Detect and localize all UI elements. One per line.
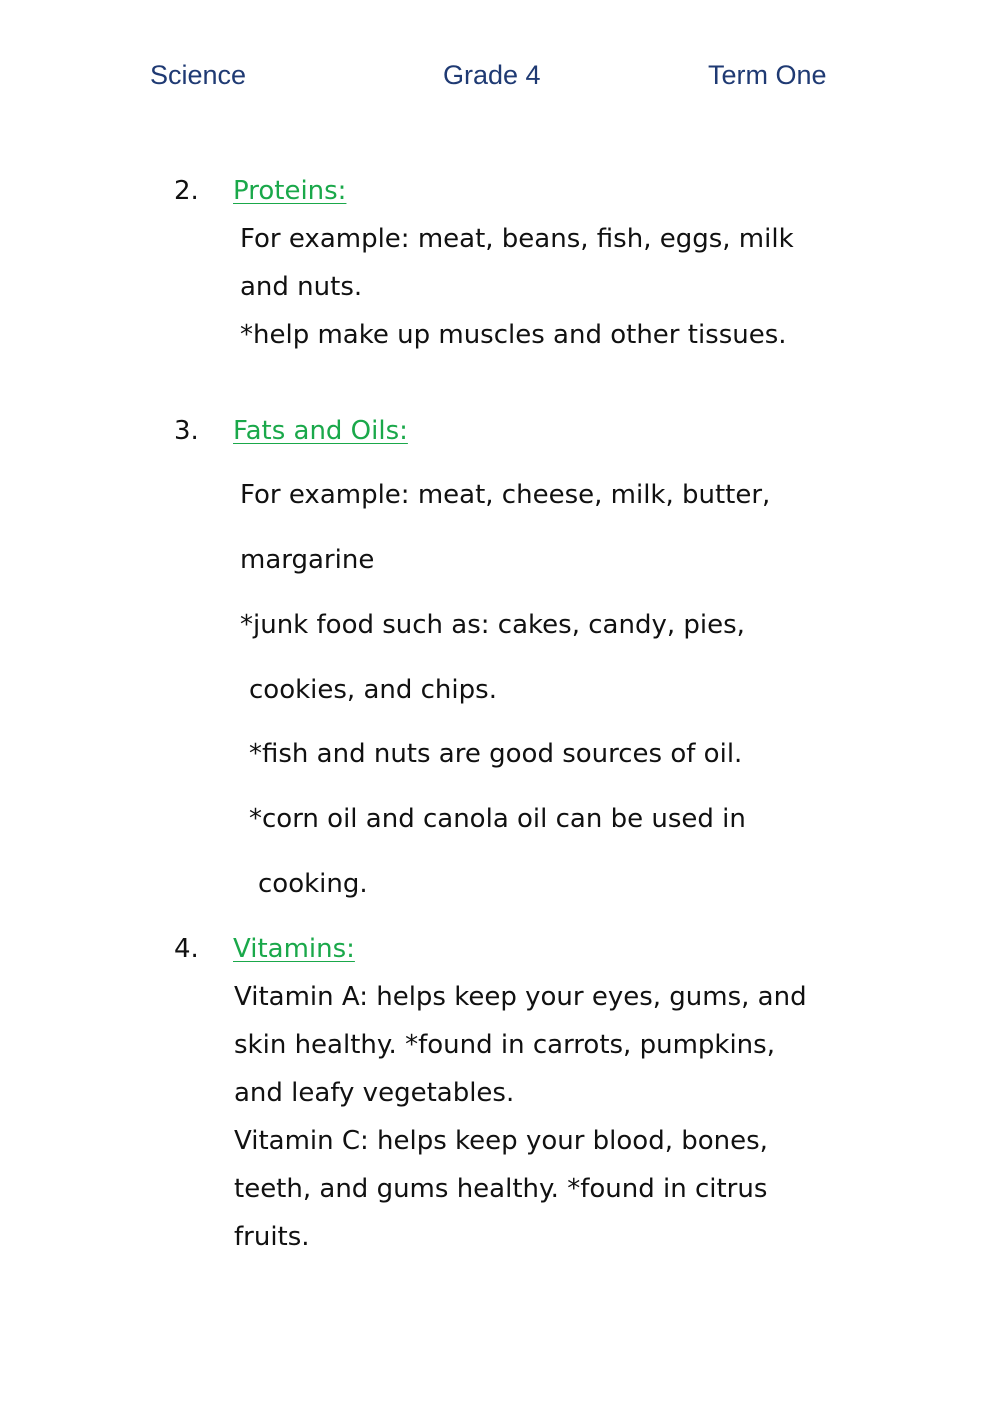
header-grade: Grade 4 <box>443 60 541 90</box>
section-line: For example: meat, cheese, milk, butter, <box>240 480 771 510</box>
section-line: *corn oil and canola oil can be used in <box>249 804 746 834</box>
section-line: cookies, and chips. <box>249 675 497 705</box>
section-heading: Proteins: <box>233 176 347 206</box>
section-line: and leafy vegetables. <box>234 1078 515 1108</box>
section-heading: Fats and Oils: <box>233 416 408 446</box>
section-line: For example: meat, beans, fish, eggs, milk <box>240 224 794 254</box>
header-term: Term One <box>708 60 827 90</box>
section-heading: Vitamins: <box>233 934 355 964</box>
section-line: *junk food such as: cakes, candy, pies, <box>240 610 745 640</box>
header-subject: Science <box>150 60 247 90</box>
section-number: 3. <box>174 416 199 446</box>
section-line: Vitamin C: helps keep your blood, bones, <box>234 1126 768 1156</box>
section-line: margarine <box>240 545 375 575</box>
section-line: cooking. <box>258 869 368 899</box>
page-header <box>0 60 992 100</box>
section-number: 4. <box>174 934 199 964</box>
section-number: 2. <box>174 176 199 206</box>
section-line: *help make up muscles and other tissues. <box>240 320 787 350</box>
section-line: teeth, and gums healthy. *found in citrus <box>234 1174 768 1204</box>
section-line: fruits. <box>234 1222 310 1252</box>
section-line: skin healthy. *found in carrots, pumpkins, <box>234 1030 775 1060</box>
section-line: *fish and nuts are good sources of oil. <box>249 739 743 769</box>
section-line: Vitamin A: helps keep your eyes, gums, and <box>234 982 807 1012</box>
section-line: and nuts. <box>240 272 363 302</box>
